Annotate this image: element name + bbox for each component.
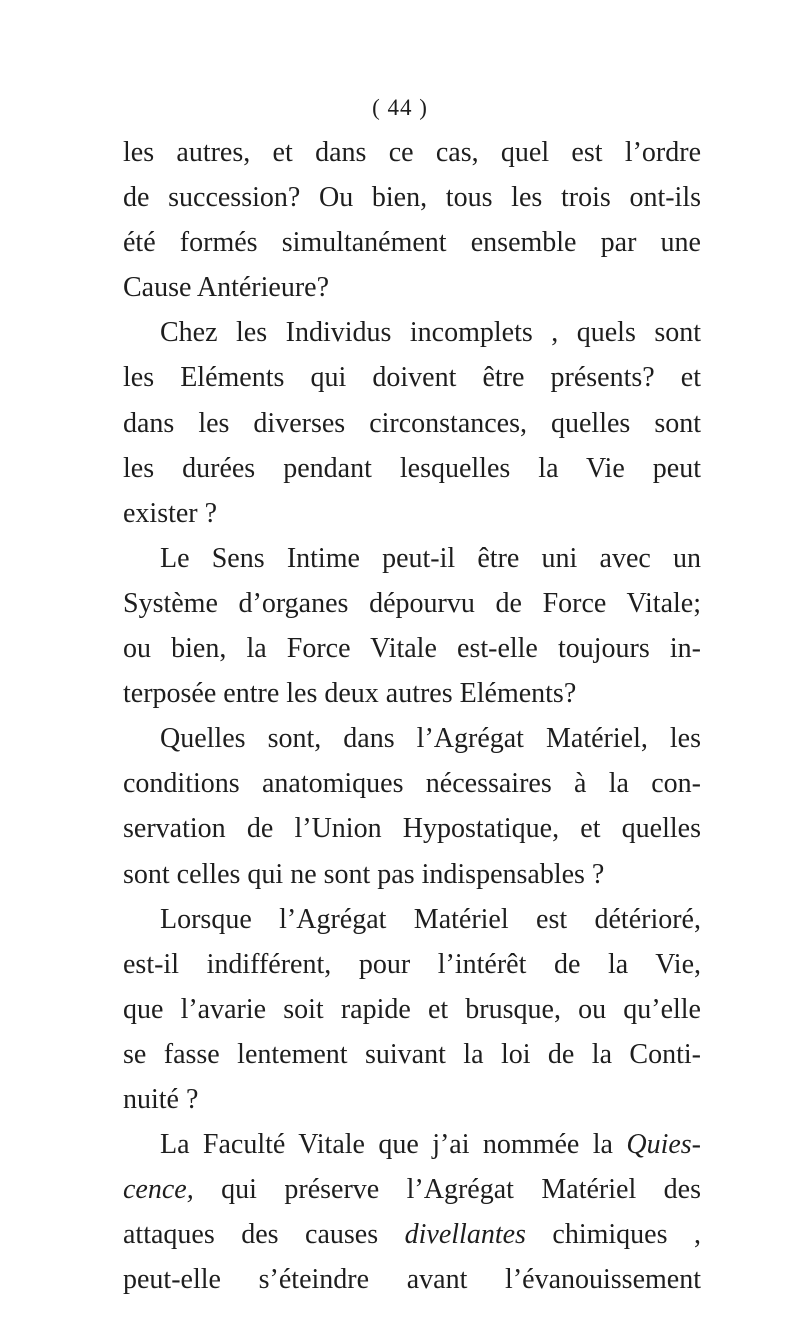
text-segment: se fasse lentement suivant la loi de la Conti- — [123, 1038, 701, 1070]
text-line — [123, 716, 701, 761]
text-segment: servation de l’Union Hypostatique, et quelles — [123, 813, 701, 845]
text-segment: les durées pendant lesquelles la Vie peut — [123, 452, 701, 484]
text-segment: les Eléments qui doivent être présents? et — [123, 362, 701, 394]
text-line — [123, 1032, 701, 1077]
text-segment: qui préserve l’Agrégat Matériel des — [193, 1174, 701, 1206]
text-line — [123, 1077, 701, 1122]
text-segment: ou bien, la Force Vitale est-elle toujours in- — [123, 633, 701, 665]
text-segment: Quelles sont, dans l’Agrégat Matériel, les — [160, 723, 701, 755]
text-line — [123, 1167, 701, 1212]
text-segment: Système d’organes dépourvu de Force Vitale; — [123, 587, 701, 619]
text-line — [123, 536, 701, 581]
text-segment: chimiques , — [525, 1219, 701, 1251]
text-segment: Le Sens Intime peut-il être uni avec un — [160, 542, 701, 574]
text-line — [123, 401, 701, 446]
text-line — [123, 626, 701, 671]
text-line — [123, 761, 701, 806]
text-line — [123, 175, 701, 220]
text-segment: terposée entre les deux autres Eléments? — [123, 678, 577, 710]
text-segment: sont celles qui ne sont pas indispensables ? — [123, 858, 605, 890]
text-segment: est-il indifférent, pour l’intérêt de la Vie, — [123, 948, 701, 980]
text-segment: Chez les Individus incomplets , quels sont — [160, 317, 701, 349]
text-line — [123, 446, 701, 491]
text-segment: que l’avarie soit rapide et brusque, ou qu’elle — [123, 993, 701, 1025]
text-line — [123, 355, 701, 400]
text-line — [123, 1212, 701, 1257]
page-number: ( 44 ) — [372, 95, 428, 120]
text-line — [123, 987, 701, 1032]
text-line — [123, 265, 701, 310]
text-segment: Lorsque l’Agrégat Matériel est détérioré, — [160, 903, 701, 935]
text-line — [123, 671, 701, 716]
text-line — [123, 897, 701, 942]
text-segment: peut-elle s’éteindre avant l’évanouissement — [123, 1264, 701, 1296]
italic-text-segment: cence, — [123, 1174, 194, 1206]
text-line — [123, 806, 701, 851]
text-line — [123, 130, 701, 175]
text-line — [123, 310, 701, 355]
text-line — [123, 1122, 701, 1167]
text-segment: les autres, et dans ce cas, quel est l’ordre — [123, 137, 701, 168]
text-line — [123, 581, 701, 626]
text-line — [123, 852, 701, 897]
italic-text-segment: divellantes — [404, 1219, 526, 1251]
text-line — [123, 1257, 701, 1302]
text-segment: conditions anatomiques nécessaires à la con- — [123, 768, 701, 800]
text-segment: de succession? Ou bien, tous les trois ont-ils — [123, 182, 701, 214]
text-segment: exister ? — [123, 497, 218, 529]
text-segment: nuité ? — [123, 1083, 199, 1115]
text-line — [123, 942, 701, 987]
body-text — [123, 130, 701, 1302]
text-segment: été formés simultanément ensemble par une — [123, 227, 701, 259]
text-segment: La Faculté Vitale que j’ai nommée la — [160, 1129, 627, 1161]
text-line — [123, 491, 701, 536]
text-segment: dans les diverses circonstances, quelles sont — [123, 407, 701, 439]
text-segment: Cause Antérieure? — [123, 272, 330, 304]
text-line — [123, 220, 701, 265]
text-segment: attaques des causes — [123, 1219, 405, 1251]
italic-text-segment: Quies- — [626, 1129, 701, 1161]
